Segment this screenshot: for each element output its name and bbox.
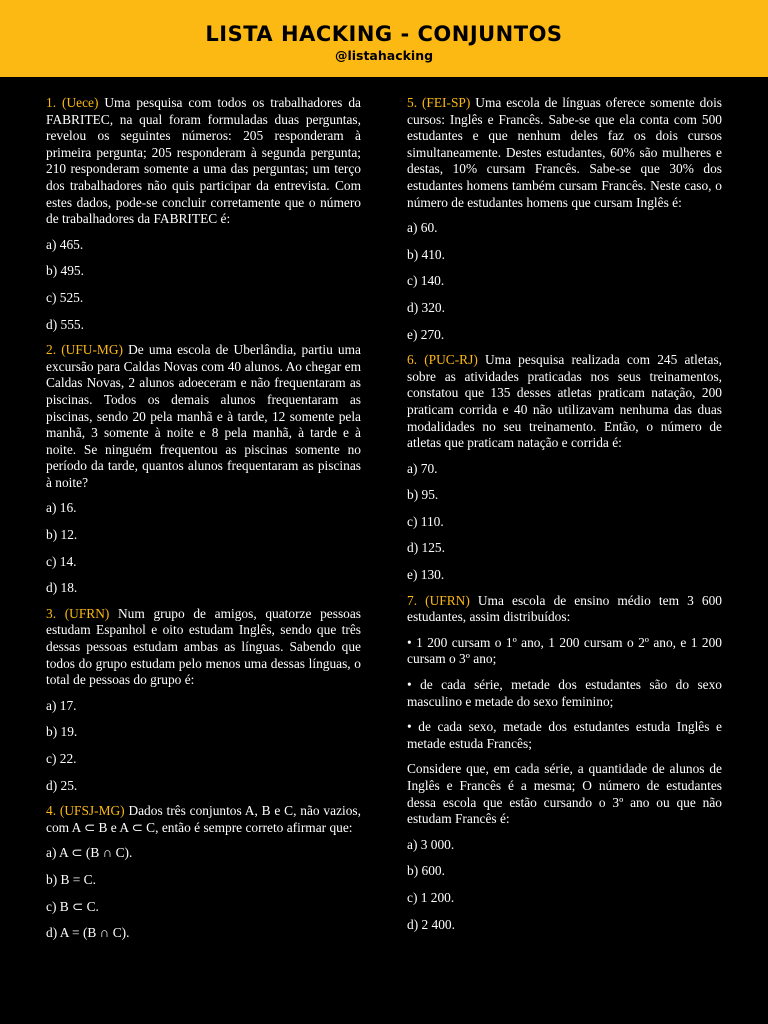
option-c: c) 110.	[407, 513, 444, 529]
question-label: 2. (UFU-MG)	[46, 342, 123, 358]
question-2	[46, 342, 361, 597]
option-a: a) 16.	[46, 500, 77, 516]
question-text: De uma escola de Uberlândia, partiu uma excursão para Caldas Novas com 40 alunos. Ao chegar em Caldas Novas, 2 alunos adoeceram e não frequentaram as piscinas. Todos os demais alunos frequentaram as piscinas, sendo 20 pela manhã e à tarde, 12 somente pela manhã, 3 somente à noite e 8 pela manhã, à tarde e à noite. Se ninguém frequentou as piscinas somente no período da tarde, quantos alunos frequentaram as piscinas à noite?	[46, 342, 361, 490]
option-d: d) 18.	[46, 580, 78, 596]
left-column	[46, 95, 361, 942]
option-c: c) 22.	[46, 751, 77, 766]
option-d: d) A = (B ∩ C).	[46, 925, 130, 941]
option-b: b) 495.	[46, 263, 84, 279]
option-d: d) 555.	[46, 316, 84, 332]
question-closing: Considere que, em cada série, a quantidade de alunos de Inglês e Francês é a mesma; O número de estudantes dessa escola que estão cursando o 3º ano ou que não estudam Francês é:	[407, 761, 722, 827]
page-title: LISTA HACKING - CONJUNTOS	[205, 22, 563, 46]
question-stem	[407, 95, 722, 211]
question-label: 7. (UFRN)	[407, 592, 470, 608]
option-a: a) A ⊂ (B ∩ C).	[46, 845, 133, 861]
option-b: b) 600.	[407, 863, 445, 879]
question-label: 1. (Uece)	[46, 95, 99, 110]
option-a: a) 17.	[46, 697, 77, 713]
question-label: 6. (PUC-RJ)	[407, 352, 478, 368]
bullet-item: • 1 200 cursam o 1º ano, 1 200 cursam o 2º ano, e 1 200 cursam o 3º ano;	[407, 634, 722, 667]
question-6	[407, 352, 722, 584]
question-stem	[46, 95, 361, 228]
option-d: d) 25.	[46, 777, 78, 793]
question-text: Uma pesquisa realizada com 245 atletas, sobre as atividades praticadas nos seus treinamentos, constatou que 135 desses atletas praticam natação, 200 praticam corrida e 40 não utilizavam nenhuma das duas modalidades no seu treinamento. Então, o número de atletas que praticam natação e corrida é:	[407, 352, 722, 451]
option-d: d) 320.	[407, 299, 445, 315]
option-a: a) 60.	[407, 220, 438, 236]
option-c: c) B ⊂ C.	[46, 898, 99, 914]
bullet-item: • de cada sexo, metade dos estudantes estuda Inglês e metade estuda Francês;	[407, 719, 722, 751]
option-b: b) 12.	[46, 527, 78, 543]
page-header	[0, 0, 768, 77]
question-label: 4. (UFSJ-MG)	[46, 803, 125, 819]
question-text: Uma pesquisa com todos os trabalhadores da FABRITEC, na qual foram formuladas duas perguntas, revelou os seguintes números: 205 responderam à primeira pergunta; 205 responderam à segunda pergunta; 210 responderam somente a uma das perguntas; um terço dos trabalhadores não quis participar da entrevista. Com estes dados, pode-se concluir corretamente que o número de trabalhadores da FABRITEC é:	[46, 95, 361, 227]
question-7	[407, 593, 722, 934]
right-column	[407, 95, 722, 933]
question-stem	[407, 593, 722, 626]
question-stem	[46, 606, 361, 689]
option-d: d) 2 400.	[407, 916, 455, 932]
question-stem	[46, 342, 361, 491]
bullet-item: • de cada série, metade dos estudantes são do sexo masculino e metade do sexo feminino;	[407, 677, 722, 709]
option-d: d) 125.	[407, 540, 445, 556]
social-handle: @listahacking	[334, 48, 434, 63]
option-a: a) 465.	[46, 236, 84, 252]
option-a: a) 70.	[407, 460, 438, 476]
option-c: c) 14.	[46, 553, 77, 569]
question-5	[407, 95, 722, 343]
question-4	[46, 803, 361, 942]
option-b: b) B = C.	[46, 871, 96, 887]
question-text: Num grupo de amigos, quatorze pessoas estudam Espanhol e oito estudam Inglês, sendo que três dessas pessoas estudam ambas as línguas. Sabendo que todos do grupo estudam pelo menos uma dessas línguas, o total de pessoas do grupo é:	[46, 605, 362, 688]
question-1	[46, 95, 361, 333]
option-c: c) 525.	[46, 289, 84, 305]
option-b: b) 95.	[407, 487, 439, 503]
option-e: e) 270.	[407, 326, 445, 342]
question-label: 5. (FEI-SP)	[407, 95, 471, 110]
option-c: c) 1 200.	[407, 889, 455, 905]
question-label: 3. (UFRN)	[46, 605, 110, 621]
option-b: b) 410.	[407, 246, 445, 262]
option-c: c) 140.	[407, 273, 445, 289]
question-stem	[407, 352, 722, 452]
question-text: Uma escola de ensino médio tem 3 600 estudantes, assim distribuídos:	[407, 592, 722, 625]
question-3	[46, 606, 361, 794]
question-stem	[46, 803, 361, 836]
option-a: a) 3 000.	[407, 836, 455, 852]
question-text: Uma escola de línguas oferece somente dois cursos: Inglês e Francês. Sabe-se que ela conta com 500 estudantes e que nenhum deles faz os dois cursos simultaneamente. Destes estudantes, 60% são mulheres e destas, 10% cursam Francês. Sabe-se que 30% dos estudantes homens também cursam Francês. Neste caso, o número de estudantes homens que cursam Inglês é:	[407, 95, 722, 210]
option-e: e) 130.	[407, 567, 445, 583]
question-text: Dados três conjuntos A, B e C, não vazios, com A ⊂ B e A ⊂ C, então é sempre correto afirmar que:	[46, 803, 361, 835]
option-b: b) 19.	[46, 724, 78, 740]
